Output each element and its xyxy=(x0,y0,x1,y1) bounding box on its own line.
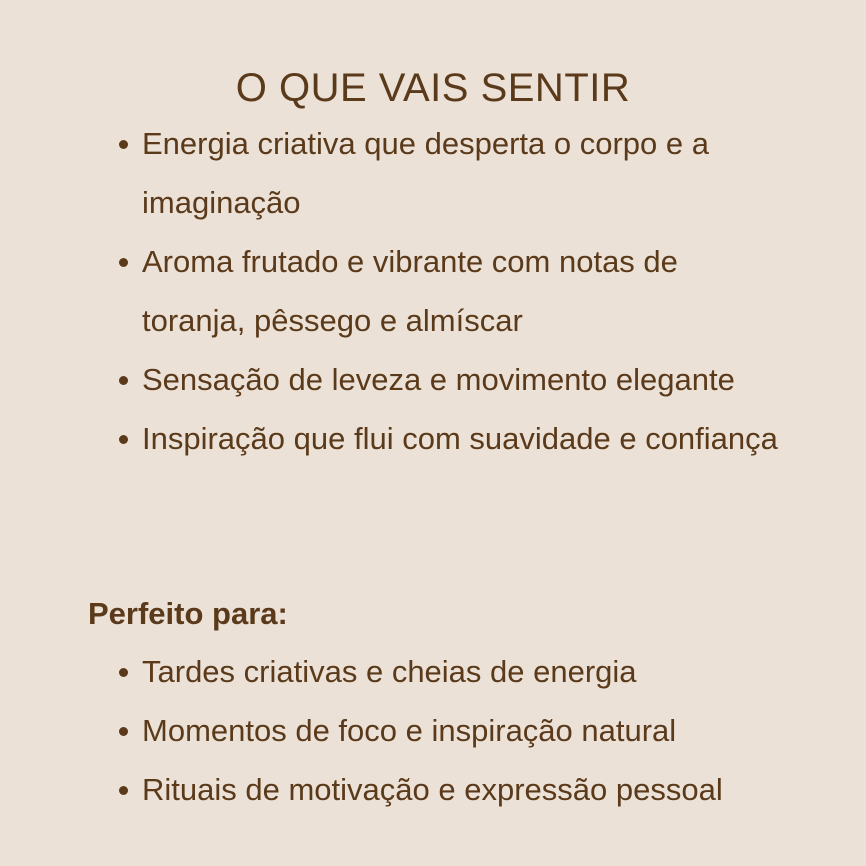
list-item-text: Sensação de leveza e movimento elegante xyxy=(142,362,735,397)
list-item xyxy=(0,350,866,409)
list-item xyxy=(0,760,866,819)
perfect-for-list xyxy=(0,642,866,819)
list-item-text: Tardes criativas e cheias de energia xyxy=(142,654,637,689)
bullet-icon xyxy=(119,140,128,149)
feelings-list xyxy=(0,114,866,468)
bullet-icon xyxy=(119,786,128,795)
section-title: O QUE VAIS SENTIR xyxy=(235,66,631,110)
bullet-icon xyxy=(119,668,128,677)
list-item xyxy=(0,114,866,232)
list-item xyxy=(0,642,866,701)
bullet-icon xyxy=(119,258,128,267)
perfect-for-heading: Perfeito para: xyxy=(88,596,288,631)
list-item-text: Rituais de motivação e expressão pessoal xyxy=(142,772,723,807)
list-item-text: Aroma frutado e vibrante com notas de toranja, pêssego e almíscar xyxy=(142,244,678,338)
list-item-text: Energia criativa que desperta o corpo e a imaginação xyxy=(142,126,709,220)
bullet-icon xyxy=(119,435,128,444)
list-item-text: Momentos de foco e inspiração natural xyxy=(142,713,677,748)
list-item xyxy=(0,232,866,350)
list-item xyxy=(0,701,866,760)
bullet-icon xyxy=(119,727,128,736)
bullet-icon xyxy=(119,376,128,385)
list-item-text: Inspiração que flui com suavidade e confiança xyxy=(142,421,778,456)
list-item xyxy=(0,409,866,468)
